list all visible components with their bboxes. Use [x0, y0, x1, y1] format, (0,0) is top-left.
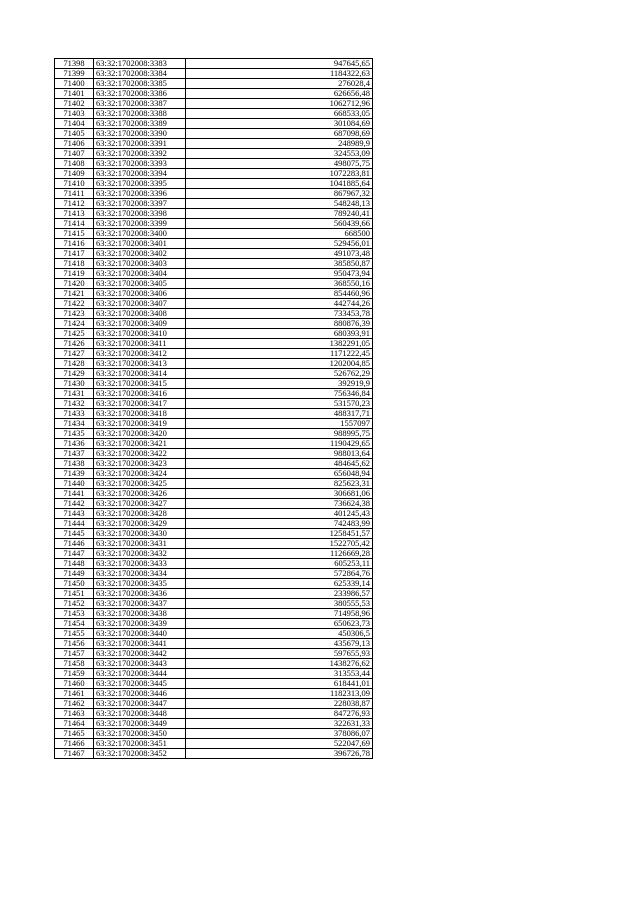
- cadastral-number: 63:32:1702008:3385: [94, 79, 186, 89]
- value-cell: 380555,53: [186, 599, 373, 609]
- cadastral-number: 63:32:1702008:3410: [94, 329, 186, 339]
- cadastral-number: 63:32:1702008:3407: [94, 299, 186, 309]
- cadastral-number: 63:32:1702008:3416: [94, 389, 186, 399]
- row-number: 71416: [55, 239, 94, 249]
- table-row: [55, 669, 373, 679]
- table-row: [55, 219, 373, 229]
- value-cell: 668500: [186, 229, 373, 239]
- cadastral-number: 63:32:1702008:3421: [94, 439, 186, 449]
- cadastral-number: 63:32:1702008:3405: [94, 279, 186, 289]
- table-row: [55, 469, 373, 479]
- value-cell: 1382291,05: [186, 339, 373, 349]
- cadastral-number: 63:32:1702008:3443: [94, 659, 186, 669]
- value-cell: 522047,69: [186, 739, 373, 749]
- row-number: 71420: [55, 279, 94, 289]
- table-body: [55, 59, 373, 759]
- table-row: [55, 479, 373, 489]
- row-number: 71405: [55, 129, 94, 139]
- table-row: [55, 359, 373, 369]
- row-number: 71452: [55, 599, 94, 609]
- cadastral-number: 63:32:1702008:3408: [94, 309, 186, 319]
- cadastral-number: 63:32:1702008:3428: [94, 509, 186, 519]
- row-number: 71428: [55, 359, 94, 369]
- table-row: [55, 69, 373, 79]
- row-number: 71450: [55, 579, 94, 589]
- cadastral-number: 63:32:1702008:3415: [94, 379, 186, 389]
- cadastral-number: 63:32:1702008:3436: [94, 589, 186, 599]
- cadastral-number: 63:32:1702008:3397: [94, 199, 186, 209]
- cadastral-number: 63:32:1702008:3392: [94, 149, 186, 159]
- table-row: [55, 399, 373, 409]
- table-row: [55, 149, 373, 159]
- cadastral-number: 63:32:1702008:3402: [94, 249, 186, 259]
- table-row: [55, 729, 373, 739]
- row-number: 71458: [55, 659, 94, 669]
- value-cell: 880876,39: [186, 319, 373, 329]
- table-row: [55, 569, 373, 579]
- value-cell: 378086,07: [186, 729, 373, 739]
- cadastral-number: 63:32:1702008:3451: [94, 739, 186, 749]
- cadastral-number: 63:32:1702008:3452: [94, 749, 186, 759]
- row-number: 71419: [55, 269, 94, 279]
- cadastral-number: 63:32:1702008:3440: [94, 629, 186, 639]
- row-number: 71451: [55, 589, 94, 599]
- row-number: 71438: [55, 459, 94, 469]
- table-row: [55, 309, 373, 319]
- table-row: [55, 549, 373, 559]
- row-number: 71434: [55, 419, 94, 429]
- table-row: [55, 499, 373, 509]
- cadastral-number: 63:32:1702008:3390: [94, 129, 186, 139]
- value-cell: 450306,5: [186, 629, 373, 639]
- value-cell: 605253,11: [186, 559, 373, 569]
- cadastral-number: 63:32:1702008:3425: [94, 479, 186, 489]
- cadastral-number: 63:32:1702008:3431: [94, 539, 186, 549]
- value-cell: 988013,64: [186, 449, 373, 459]
- row-number: 71415: [55, 229, 94, 239]
- table-row: [55, 559, 373, 569]
- table-row: [55, 319, 373, 329]
- value-cell: 867967,32: [186, 189, 373, 199]
- table-row: [55, 579, 373, 589]
- value-cell: 1438276,62: [186, 659, 373, 669]
- cadastral-number: 63:32:1702008:3384: [94, 69, 186, 79]
- row-number: 71400: [55, 79, 94, 89]
- row-number: 71461: [55, 689, 94, 699]
- value-cell: 385850,87: [186, 259, 373, 269]
- cadastral-number: 63:32:1702008:3432: [94, 549, 186, 559]
- cadastral-number: 63:32:1702008:3404: [94, 269, 186, 279]
- row-number: 71411: [55, 189, 94, 199]
- value-cell: 847276,93: [186, 709, 373, 719]
- value-cell: 228038,87: [186, 699, 373, 709]
- value-cell: 233986,57: [186, 589, 373, 599]
- row-number: 71401: [55, 89, 94, 99]
- row-number: 71465: [55, 729, 94, 739]
- value-cell: 656048,94: [186, 469, 373, 479]
- cadastral-number: 63:32:1702008:3383: [94, 59, 186, 69]
- value-cell: 1041885,64: [186, 179, 373, 189]
- value-cell: 687098,69: [186, 129, 373, 139]
- table-row: [55, 89, 373, 99]
- cadastral-number: 63:32:1702008:3412: [94, 349, 186, 359]
- value-cell: 736624,38: [186, 499, 373, 509]
- row-number: 71456: [55, 639, 94, 649]
- row-number: 71443: [55, 509, 94, 519]
- cadastral-number: 63:32:1702008:3394: [94, 169, 186, 179]
- row-number: 71414: [55, 219, 94, 229]
- cadastral-number: 63:32:1702008:3393: [94, 159, 186, 169]
- cadastral-number: 63:32:1702008:3398: [94, 209, 186, 219]
- row-number: 71444: [55, 519, 94, 529]
- table-row: [55, 539, 373, 549]
- value-cell: 597655,93: [186, 649, 373, 659]
- cadastral-number: 63:32:1702008:3426: [94, 489, 186, 499]
- row-number: 71432: [55, 399, 94, 409]
- table-row: [55, 279, 373, 289]
- row-number: 71424: [55, 319, 94, 329]
- cadastral-number: 63:32:1702008:3435: [94, 579, 186, 589]
- row-number: 71406: [55, 139, 94, 149]
- row-number: 71404: [55, 119, 94, 129]
- cadastral-number: 63:32:1702008:3445: [94, 679, 186, 689]
- table-row: [55, 419, 373, 429]
- cadastral-number: 63:32:1702008:3399: [94, 219, 186, 229]
- table-row: [55, 409, 373, 419]
- row-number: 71413: [55, 209, 94, 219]
- value-cell: 322631,33: [186, 719, 373, 729]
- cadastral-number: 63:32:1702008:3430: [94, 529, 186, 539]
- cadastral-number: 63:32:1702008:3446: [94, 689, 186, 699]
- value-cell: 435679,13: [186, 639, 373, 649]
- value-cell: 680393,91: [186, 329, 373, 339]
- row-number: 71403: [55, 109, 94, 119]
- row-number: 71439: [55, 469, 94, 479]
- row-number: 71431: [55, 389, 94, 399]
- table-row: [55, 79, 373, 89]
- row-number: 71447: [55, 549, 94, 559]
- cadastral-number: 63:32:1702008:3422: [94, 449, 186, 459]
- table-row: [55, 229, 373, 239]
- value-cell: 368550,16: [186, 279, 373, 289]
- table-row: [55, 369, 373, 379]
- value-cell: 1184322,63: [186, 69, 373, 79]
- table-row: [55, 129, 373, 139]
- cadastral-number: 63:32:1702008:3438: [94, 609, 186, 619]
- cadastral-number: 63:32:1702008:3439: [94, 619, 186, 629]
- table-row: [55, 619, 373, 629]
- row-number: 71453: [55, 609, 94, 619]
- value-cell: 947645,65: [186, 59, 373, 69]
- cadastral-number: 63:32:1702008:3448: [94, 709, 186, 719]
- row-number: 71445: [55, 529, 94, 539]
- row-number: 71462: [55, 699, 94, 709]
- value-cell: 733453,78: [186, 309, 373, 319]
- table-row: [55, 679, 373, 689]
- data-table: [54, 58, 373, 759]
- table-row: [55, 119, 373, 129]
- value-cell: 1171222,45: [186, 349, 373, 359]
- cadastral-number: 63:32:1702008:3433: [94, 559, 186, 569]
- value-cell: 625339,14: [186, 579, 373, 589]
- value-cell: 498075,75: [186, 159, 373, 169]
- row-number: 71425: [55, 329, 94, 339]
- value-cell: 1258451,57: [186, 529, 373, 539]
- value-cell: 742483,99: [186, 519, 373, 529]
- row-number: 71436: [55, 439, 94, 449]
- cadastral-number: 63:32:1702008:3414: [94, 369, 186, 379]
- row-number: 71408: [55, 159, 94, 169]
- table-row: [55, 139, 373, 149]
- value-cell: 1072283,81: [186, 169, 373, 179]
- row-number: 71437: [55, 449, 94, 459]
- table-row: [55, 99, 373, 109]
- value-cell: 491073,48: [186, 249, 373, 259]
- table-row: [55, 719, 373, 729]
- value-cell: 548248,13: [186, 199, 373, 209]
- value-cell: 324553,09: [186, 149, 373, 159]
- table-row: [55, 699, 373, 709]
- row-number: 71440: [55, 479, 94, 489]
- table-row: [55, 239, 373, 249]
- value-cell: 1062712,96: [186, 99, 373, 109]
- cadastral-number: 63:32:1702008:3400: [94, 229, 186, 239]
- cadastral-number: 63:32:1702008:3391: [94, 139, 186, 149]
- table-row: [55, 589, 373, 599]
- value-cell: 306681,06: [186, 489, 373, 499]
- row-number: 71466: [55, 739, 94, 749]
- value-cell: 714958,96: [186, 609, 373, 619]
- cadastral-number: 63:32:1702008:3450: [94, 729, 186, 739]
- table-row: [55, 639, 373, 649]
- table-row: [55, 599, 373, 609]
- row-number: 71407: [55, 149, 94, 159]
- cadastral-number: 63:32:1702008:3418: [94, 409, 186, 419]
- row-number: 71430: [55, 379, 94, 389]
- table-row: [55, 299, 373, 309]
- row-number: 71421: [55, 289, 94, 299]
- table-row: [55, 489, 373, 499]
- value-cell: 572864,76: [186, 569, 373, 579]
- row-number: 71409: [55, 169, 94, 179]
- row-number: 71463: [55, 709, 94, 719]
- value-cell: 650623,73: [186, 619, 373, 629]
- value-cell: 1202004,85: [186, 359, 373, 369]
- row-number: 71457: [55, 649, 94, 659]
- table-row: [55, 649, 373, 659]
- row-number: 71410: [55, 179, 94, 189]
- value-cell: 854460,96: [186, 289, 373, 299]
- table-row: [55, 709, 373, 719]
- cadastral-number: 63:32:1702008:3395: [94, 179, 186, 189]
- value-cell: 1126669,28: [186, 549, 373, 559]
- row-number: 71446: [55, 539, 94, 549]
- value-cell: 396726,78: [186, 749, 373, 759]
- cadastral-number: 63:32:1702008:3447: [94, 699, 186, 709]
- cadastral-number: 63:32:1702008:3419: [94, 419, 186, 429]
- value-cell: 484645,62: [186, 459, 373, 469]
- row-number: 71464: [55, 719, 94, 729]
- table-row: [55, 349, 373, 359]
- table-row: [55, 379, 373, 389]
- table-row: [55, 739, 373, 749]
- table-row: [55, 429, 373, 439]
- table-row: [55, 459, 373, 469]
- table-row: [55, 509, 373, 519]
- row-number: 71433: [55, 409, 94, 419]
- table-row: [55, 59, 373, 69]
- cadastral-number: 63:32:1702008:3403: [94, 259, 186, 269]
- row-number: 71442: [55, 499, 94, 509]
- cadastral-number: 63:32:1702008:3423: [94, 459, 186, 469]
- value-cell: 1182313,09: [186, 689, 373, 699]
- cadastral-number: 63:32:1702008:3413: [94, 359, 186, 369]
- row-number: 71460: [55, 679, 94, 689]
- table-row: [55, 179, 373, 189]
- table-row: [55, 439, 373, 449]
- value-cell: 488317,71: [186, 409, 373, 419]
- cadastral-number: 63:32:1702008:3406: [94, 289, 186, 299]
- table-row: [55, 199, 373, 209]
- value-cell: 1522705,42: [186, 539, 373, 549]
- value-cell: 668533,05: [186, 109, 373, 119]
- value-cell: 756346,84: [186, 389, 373, 399]
- value-cell: 618441,01: [186, 679, 373, 689]
- table-row: [55, 519, 373, 529]
- value-cell: 248989,9: [186, 139, 373, 149]
- value-cell: 529456,01: [186, 239, 373, 249]
- row-number: 71402: [55, 99, 94, 109]
- row-number: 71454: [55, 619, 94, 629]
- value-cell: 526762,29: [186, 369, 373, 379]
- row-number: 71429: [55, 369, 94, 379]
- cadastral-number: 63:32:1702008:3449: [94, 719, 186, 729]
- cadastral-number: 63:32:1702008:3387: [94, 99, 186, 109]
- cadastral-number: 63:32:1702008:3411: [94, 339, 186, 349]
- table-row: [55, 329, 373, 339]
- row-number: 71467: [55, 749, 94, 759]
- cadastral-number: 63:32:1702008:3424: [94, 469, 186, 479]
- cadastral-number: 63:32:1702008:3389: [94, 119, 186, 129]
- value-cell: 276028,4: [186, 79, 373, 89]
- table-row: [55, 259, 373, 269]
- table-row: [55, 689, 373, 699]
- cadastral-number: 63:32:1702008:3437: [94, 599, 186, 609]
- value-cell: 988995,75: [186, 429, 373, 439]
- row-number: 71448: [55, 559, 94, 569]
- cadastral-number: 63:32:1702008:3417: [94, 399, 186, 409]
- table-row: [55, 389, 373, 399]
- row-number: 71398: [55, 59, 94, 69]
- row-number: 71412: [55, 199, 94, 209]
- table-row: [55, 339, 373, 349]
- table-row: [55, 629, 373, 639]
- row-number: 71426: [55, 339, 94, 349]
- value-cell: 1557097: [186, 419, 373, 429]
- cadastral-number: 63:32:1702008:3429: [94, 519, 186, 529]
- value-cell: 950473,94: [186, 269, 373, 279]
- cadastral-number: 63:32:1702008:3396: [94, 189, 186, 199]
- cadastral-number: 63:32:1702008:3434: [94, 569, 186, 579]
- table-row: [55, 529, 373, 539]
- row-number: 71441: [55, 489, 94, 499]
- value-cell: 442744,26: [186, 299, 373, 309]
- value-cell: 392919,9: [186, 379, 373, 389]
- table-row: [55, 209, 373, 219]
- row-number: 71435: [55, 429, 94, 439]
- row-number: 71427: [55, 349, 94, 359]
- table-row: [55, 609, 373, 619]
- cadastral-number: 63:32:1702008:3409: [94, 319, 186, 329]
- table-row: [55, 269, 373, 279]
- row-number: 71399: [55, 69, 94, 79]
- table-row: [55, 169, 373, 179]
- value-cell: 560439,66: [186, 219, 373, 229]
- cadastral-number: 63:32:1702008:3386: [94, 89, 186, 99]
- value-cell: 531570,23: [186, 399, 373, 409]
- row-number: 71459: [55, 669, 94, 679]
- table-row: [55, 749, 373, 759]
- row-number: 71418: [55, 259, 94, 269]
- value-cell: 626656,48: [186, 89, 373, 99]
- row-number: 71449: [55, 569, 94, 579]
- row-number: 71422: [55, 299, 94, 309]
- value-cell: 1190429,65: [186, 439, 373, 449]
- cadastral-number: 63:32:1702008:3444: [94, 669, 186, 679]
- table-row: [55, 109, 373, 119]
- cadastral-number: 63:32:1702008:3420: [94, 429, 186, 439]
- value-cell: 313553,44: [186, 669, 373, 679]
- table-row: [55, 289, 373, 299]
- table-row: [55, 159, 373, 169]
- cadastral-number: 63:32:1702008:3441: [94, 639, 186, 649]
- cadastral-number: 63:32:1702008:3442: [94, 649, 186, 659]
- row-number: 71455: [55, 629, 94, 639]
- value-cell: 401245,43: [186, 509, 373, 519]
- row-number: 71423: [55, 309, 94, 319]
- cadastral-number: 63:32:1702008:3427: [94, 499, 186, 509]
- table-row: [55, 659, 373, 669]
- value-cell: 301084,69: [186, 119, 373, 129]
- value-cell: 825623,31: [186, 479, 373, 489]
- cadastral-number: 63:32:1702008:3401: [94, 239, 186, 249]
- table-row: [55, 449, 373, 459]
- value-cell: 789240,41: [186, 209, 373, 219]
- table-row: [55, 189, 373, 199]
- table-row: [55, 249, 373, 259]
- row-number: 71417: [55, 249, 94, 259]
- cadastral-number: 63:32:1702008:3388: [94, 109, 186, 119]
